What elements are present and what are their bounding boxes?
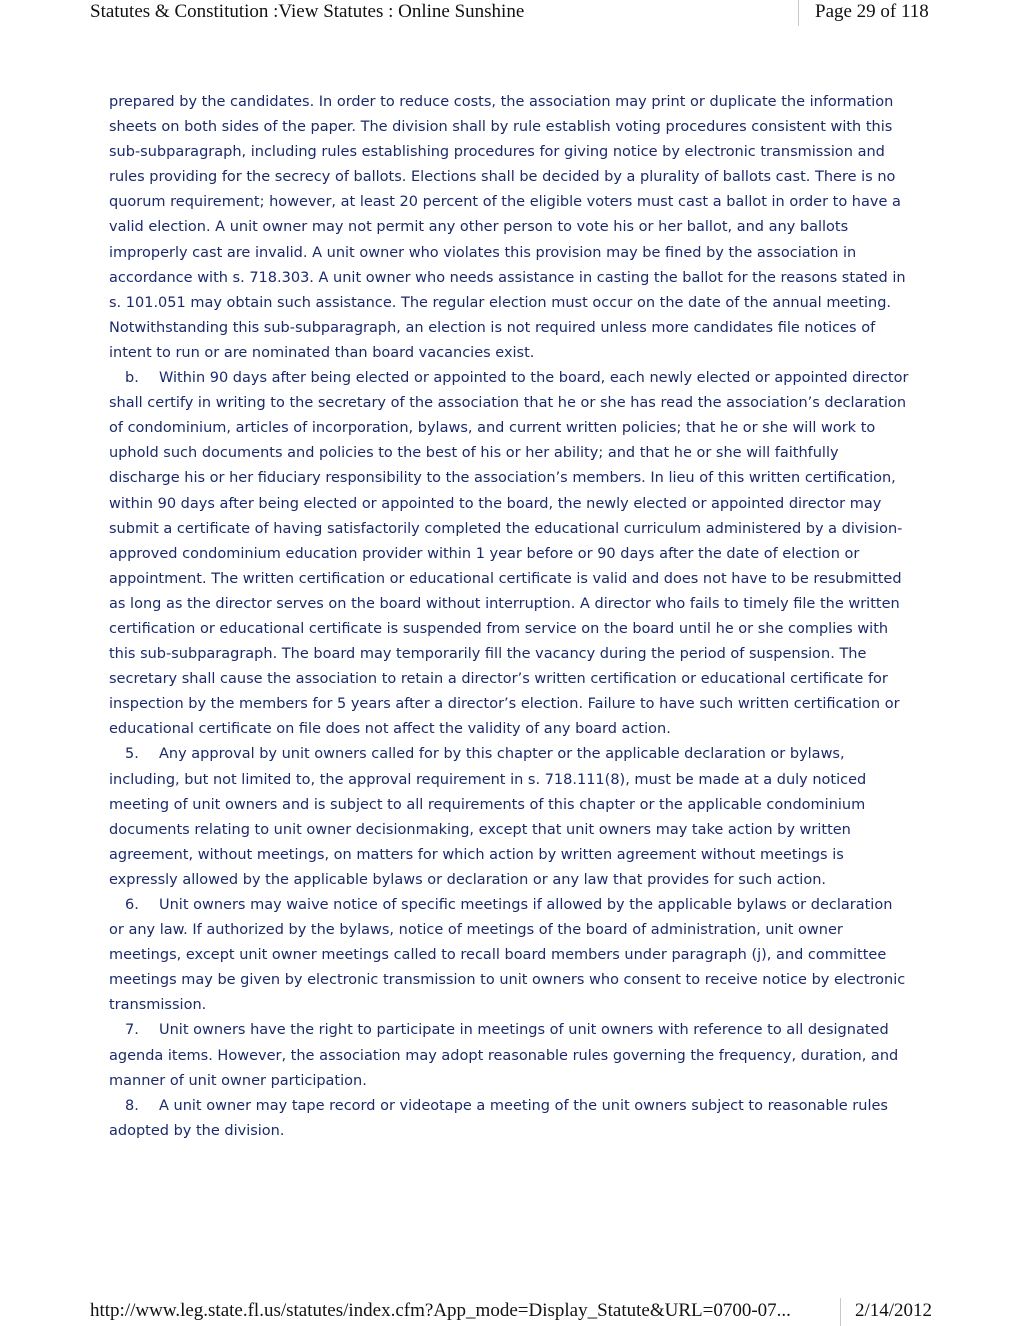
paragraph-6-text: Unit owners may waive notice of specific meetings if allowed by the applicable bylaws or declaration or any law. If authorized by the bylaws, notice of meetings of the board of administration, unit owner meetings, except unit owner meetings called to recall board members under paragraph (j), and committee meetings may be given by electronic transmission to unit owners who consent to receive notice by electronic transmission. <box>109 897 906 1014</box>
paragraph-6 <box>109 893 909 1018</box>
paragraph-7 <box>109 1018 909 1093</box>
header-divider <box>798 0 799 26</box>
paragraph-8 <box>109 1094 909 1144</box>
paragraph-5-marker: 5. <box>125 746 139 763</box>
paragraph-8-marker: 8. <box>125 1097 139 1114</box>
statute-text <box>109 90 909 1144</box>
footer-divider <box>840 1298 841 1326</box>
subparagraph-b-marker: b. <box>125 370 139 387</box>
subparagraph-b-text: Within 90 days after being elected or appointed to the board, each newly elected or appointed director shall certify in writing to the secretary of the association that he or she has read the association’s declaration of condominium, articles of incorporation, bylaws, and current written policies; that he or she will work to uphold such documents and policies to the best of his or her ability; and that he or she will faithfully discharge his or her fiduciary responsibility to the association’s members. In lieu of this written certification, within 90 days after being elected or appointed to the board, the newly elected or appointed director may submit a certificate of having satisfactorily completed the educational curriculum administered by a division-approved condominium education provider within 1 year before or 90 days after the date of election or appointment. The written certification or educational certificate is valid and does not have to be resubmitted as long as the director serves on the board without interruption. A director who fails to timely file the written certification or educational certificate is suspended from service on the board until he or she complies with this sub-subparagraph. The board may temporarily fill the vacancy during the period of suspension. The secretary shall cause the association to retain a director’s written certification or educational certificate for inspection by the members for 5 years after a director’s election. Failure to have such written certification or educational certificate on file does not affect the validity of any board action. <box>109 370 909 738</box>
paragraph-8-text: A unit owner may tape record or videotape a meeting of the unit owners subject to reasonable rules adopted by the division. <box>109 1097 888 1139</box>
source-url: http://www.leg.state.fl.us/statutes/index.cfm?App_mode=Display_Statute&URL=0700-07... <box>90 1300 791 1321</box>
page-title: Statutes & Constitution :View Statutes : Online Sunshine <box>90 1 525 22</box>
paragraph-7-marker: 7. <box>125 1022 139 1039</box>
print-footer <box>0 1298 1024 1326</box>
print-date: 2/14/2012 <box>855 1300 933 1321</box>
paragraph-5-text: Any approval by unit owners called for by this chapter or the applicable declaration or bylaws, including, but not limited to, the approval requirement in s. 718.111(8), must be made at a duly noticed meeting of unit owners and is subject to all requirements of this chapter or the applicable condominium documents relating to unit owner decisionmaking, except that unit owners may take action by written agreement, without meetings, on matters for which action by written agreement without meetings is expressly allowed by the applicable bylaws or declaration or any law that provides for such action. <box>109 746 867 888</box>
paragraph-7-text: Unit owners have the right to participate in meetings of unit owners with reference to all designated agenda items. However, the association may adopt reasonable rules governing the frequency, duration, and manner of unit owner participation. <box>109 1022 899 1089</box>
paragraph-6-marker: 6. <box>125 897 139 913</box>
subparagraph-b <box>109 366 909 742</box>
paragraph-5 <box>109 742 909 893</box>
page-indicator: Page 29 of 118 <box>815 1 929 22</box>
paragraph-continued: prepared by the candidates. In order to reduce costs, the association may print or duplicate the information sheets on both sides of the paper. The division shall by rule establish voting procedures consistent with this sub-subparagraph, including rules establishing procedures for giving notice by electronic transmission and rules providing for the secrecy of ballots. Elections shall be decided by a plurality of ballots cast. There is no quorum requirement; however, at least 20 percent of the eligible voters must cast a ballot in order to have a valid election. A unit owner may not permit any other person to vote his or her ballot, and any ballots improperly cast are invalid. A unit owner who violates this provision may be fined by the association in accordance with s. 718.303. A unit owner who needs assistance in casting the ballot for the reasons stated in s. 101.051 may obtain such assistance. The regular election must occur on the date of the annual meeting. Notwithstanding this sub-subparagraph, an election is not required unless more candidates file notices of intent to run or are nominated than board vacancies exist. <box>109 94 906 361</box>
print-header <box>0 0 1024 26</box>
